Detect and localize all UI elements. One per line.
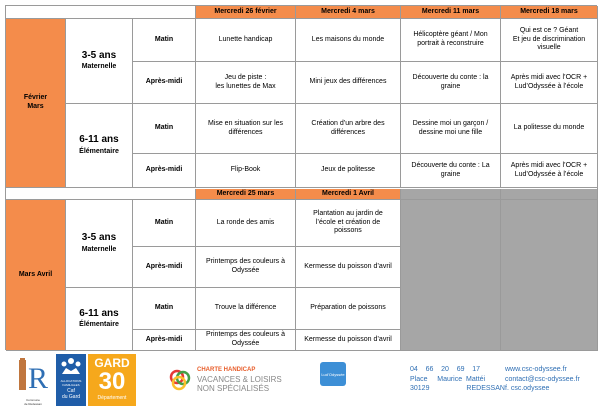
age-range: 3-5 ans bbox=[81, 49, 117, 61]
charte-rings-icon bbox=[168, 368, 192, 392]
activity-cell: Dessine moi un garçon / dessine moi une fille bbox=[401, 104, 501, 154]
slot-apres-midi: Après-midi bbox=[133, 62, 196, 104]
period-separator bbox=[6, 188, 598, 189]
address-line-2: 30129 REDESSAN bbox=[410, 385, 505, 392]
school-level: Élémentaire bbox=[79, 147, 119, 155]
activity-cell: Lunette handicap bbox=[196, 19, 296, 62]
activity-cell: Découverte du conte : la graine bbox=[401, 62, 501, 104]
unused-column bbox=[401, 200, 501, 351]
activity-cell: Qui est ce ? Géant Et jeu de discrimination visuelle bbox=[501, 19, 598, 62]
lud-odyssee-logo-text: Lud’Odyssée bbox=[321, 371, 345, 377]
caf-logo bbox=[56, 354, 86, 406]
unused-column bbox=[501, 200, 598, 351]
activity-cell: Plantation au jardin de l’école et création de poissons bbox=[296, 200, 401, 247]
slot-apres-midi: Après-midi bbox=[133, 247, 196, 288]
activity-cell: La ronde des amis bbox=[196, 200, 296, 247]
gard-department: Département bbox=[97, 395, 127, 401]
activity-cell: Flip-Book bbox=[196, 154, 296, 188]
slot-apres-midi: Après-midi bbox=[133, 330, 196, 351]
age-group bbox=[66, 19, 133, 104]
date-header: Mercredi 11 mars bbox=[401, 6, 501, 19]
school-level: Élémentaire bbox=[79, 321, 119, 329]
activity-cell: Création d’un arbre des différences bbox=[296, 104, 401, 154]
slot-matin: Matin bbox=[133, 288, 196, 330]
activity-cell: Les maisons du monde bbox=[296, 19, 401, 62]
activity-cell: Après midi avec l’OCR + Lud’Odyssée à l’école bbox=[501, 154, 598, 188]
activity-cell: Préparation de poissons bbox=[296, 288, 401, 330]
activity-cell: Printemps des couleurs à Odyssée bbox=[196, 330, 296, 351]
date-header: Mercredi 1 Avril bbox=[296, 189, 401, 200]
date-header: Mercredi 26 février bbox=[196, 6, 296, 19]
charte-handicap-logo bbox=[168, 366, 298, 396]
slot-matin: Matin bbox=[133, 200, 196, 247]
period-label: Mars Avril bbox=[6, 200, 66, 351]
family-icon bbox=[60, 357, 82, 375]
phone-number: 04 66 20 69 17 bbox=[410, 366, 481, 373]
school-level: Maternelle bbox=[81, 245, 117, 253]
charte-line2: NON SPÉCIALISÉS bbox=[197, 384, 270, 393]
activity-cell: Jeux de politesse bbox=[296, 154, 401, 188]
slot-matin: Matin bbox=[133, 104, 196, 154]
activity-table bbox=[5, 5, 597, 350]
age-group bbox=[66, 104, 133, 188]
commune-emblem-icon bbox=[16, 356, 50, 394]
svg-text:R: R bbox=[28, 362, 49, 394]
email-link[interactable]: contact@csc-odyssee.fr bbox=[505, 376, 580, 383]
activity-cell: Découverte du conte : La graine bbox=[401, 154, 501, 188]
unused-column-header bbox=[501, 189, 598, 200]
header-spacer bbox=[6, 189, 196, 200]
date-header: Mercredi 25 mars bbox=[196, 189, 296, 200]
commune-caption: Commune de Redessan bbox=[24, 398, 42, 406]
slot-apres-midi: Après-midi bbox=[133, 154, 196, 188]
activity-cell: Mini jeux des différences bbox=[296, 62, 401, 104]
date-header: Mercredi 4 mars bbox=[296, 6, 401, 19]
caf-title: ALLOCATIONS FAMILIALES bbox=[60, 379, 82, 387]
charte-line1: VACANCES & LOISIRS bbox=[197, 375, 282, 384]
footer bbox=[0, 350, 600, 409]
activity-cell: Printemps des couleurs à Odyssée bbox=[196, 247, 296, 288]
unused-column-header bbox=[401, 189, 501, 200]
activity-cell: La politesse du monde bbox=[501, 104, 598, 154]
gard-word: GARD bbox=[94, 356, 130, 370]
activity-cell: Mise en situation sur les différences bbox=[196, 104, 296, 154]
slot-matin: Matin bbox=[133, 19, 196, 62]
lud-odyssee-logo bbox=[320, 362, 346, 386]
school-level: Maternelle bbox=[81, 63, 117, 71]
activity-cell: Trouve la différence bbox=[196, 288, 296, 330]
age-range: 6-11 ans bbox=[79, 134, 119, 146]
activity-cell: Jeu de piste : les lunettes de Max bbox=[196, 62, 296, 104]
age-group bbox=[66, 288, 133, 351]
header-spacer bbox=[6, 6, 196, 19]
age-range: 6-11 ans bbox=[79, 307, 119, 319]
charte-title: CHARTE HANDICAP bbox=[197, 367, 256, 373]
caf-sub: Caf du Gard bbox=[61, 388, 81, 400]
gard-number: 30 bbox=[98, 368, 126, 395]
age-range: 3-5 ans bbox=[81, 232, 117, 244]
commune-redessan-logo bbox=[16, 356, 50, 406]
period-label: Février Mars bbox=[6, 19, 66, 188]
age-group bbox=[66, 200, 133, 288]
facebook-link[interactable]: f. csc.odyssee bbox=[505, 385, 550, 392]
activity-cell: Kermesse du poisson d’avril bbox=[296, 247, 401, 288]
activity-cell: Après midi avec l’OCR + Lud’Odyssée à l’école bbox=[501, 62, 598, 104]
website-link[interactable]: www.csc-odyssee.fr bbox=[505, 366, 567, 373]
activity-cell: Hélicoptère géant / Mon portrait à reconstruire bbox=[401, 19, 501, 62]
date-header: Mercredi 18 mars bbox=[501, 6, 598, 19]
gard-30-logo bbox=[88, 354, 136, 406]
activity-cell: Kermesse du poisson d’avril bbox=[296, 330, 401, 351]
address-line-1: Place Maurice Mattéi bbox=[410, 376, 486, 383]
